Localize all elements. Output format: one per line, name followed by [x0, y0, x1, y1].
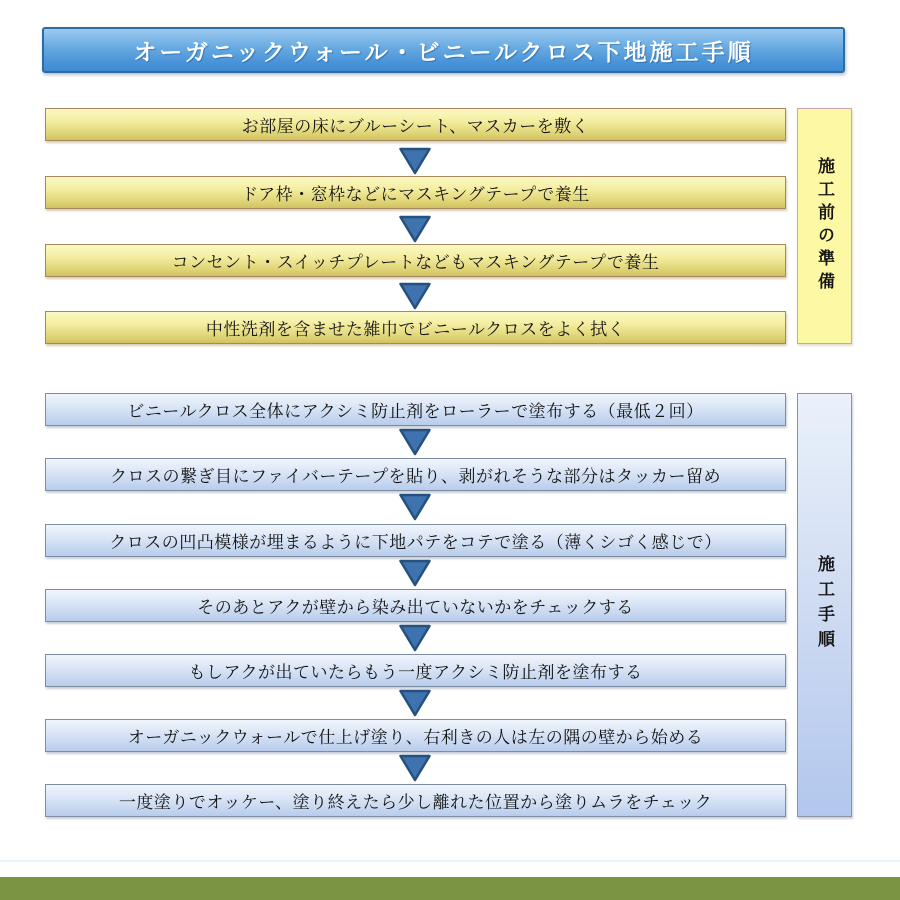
- page-title: オーガニックウォール・ビニールクロス下地施工手順: [42, 27, 845, 73]
- procedure-step-3: クロスの凹凸模様が埋まるように下地パテをコテで塗る（薄くシゴく感じで）: [45, 524, 786, 557]
- down-arrow-icon: [398, 428, 432, 456]
- prep-step-4: 中性洗剤を含ませた雑巾でビニールクロスをよく拭く: [45, 311, 786, 344]
- down-arrow-icon: [398, 624, 432, 652]
- down-arrow-icon: [398, 282, 432, 310]
- down-arrow-icon: [398, 754, 432, 782]
- procedure-step-7: 一度塗りでオッケー、塗り終えたら少し離れた位置から塗りムラをチェック: [45, 784, 786, 817]
- down-arrow-icon: [398, 493, 432, 521]
- down-arrow-icon: [398, 147, 432, 175]
- footer-green-bar: [0, 877, 900, 900]
- procedure-step-2: クロスの繋ぎ目にファイバーテープを貼り、剥がれそうな部分はタッカー留め: [45, 458, 786, 491]
- procedure-step-4: そのあとアクが壁から染み出ていないかをチェックする: [45, 589, 786, 622]
- prep-step-3: コンセント・スイッチプレートなどもマスキングテープで養生: [45, 244, 786, 277]
- prep-step-2: ドア枠・窓枠などにマスキングテープで養生: [45, 176, 786, 209]
- procedure-step-6: オーガニックウォールで仕上げ塗り、右利きの人は左の隅の壁から始める: [45, 719, 786, 752]
- prep-step-1: お部屋の床にブルーシート、マスカーを敷く: [45, 108, 786, 141]
- down-arrow-icon: [398, 559, 432, 587]
- procedure-side-label: 施工手順: [797, 393, 852, 817]
- procedure-step-5: もしアクが出ていたらもう一度アクシミ防止剤を塗布する: [45, 654, 786, 687]
- prep-side-label: 施工前の準備: [797, 108, 852, 344]
- procedure-step-1: ビニールクロス全体にアクシミ防止剤をローラーで塗布する（最低２回）: [45, 393, 786, 426]
- down-arrow-icon: [398, 215, 432, 243]
- footer-divider: [0, 860, 900, 862]
- down-arrow-icon: [398, 689, 432, 717]
